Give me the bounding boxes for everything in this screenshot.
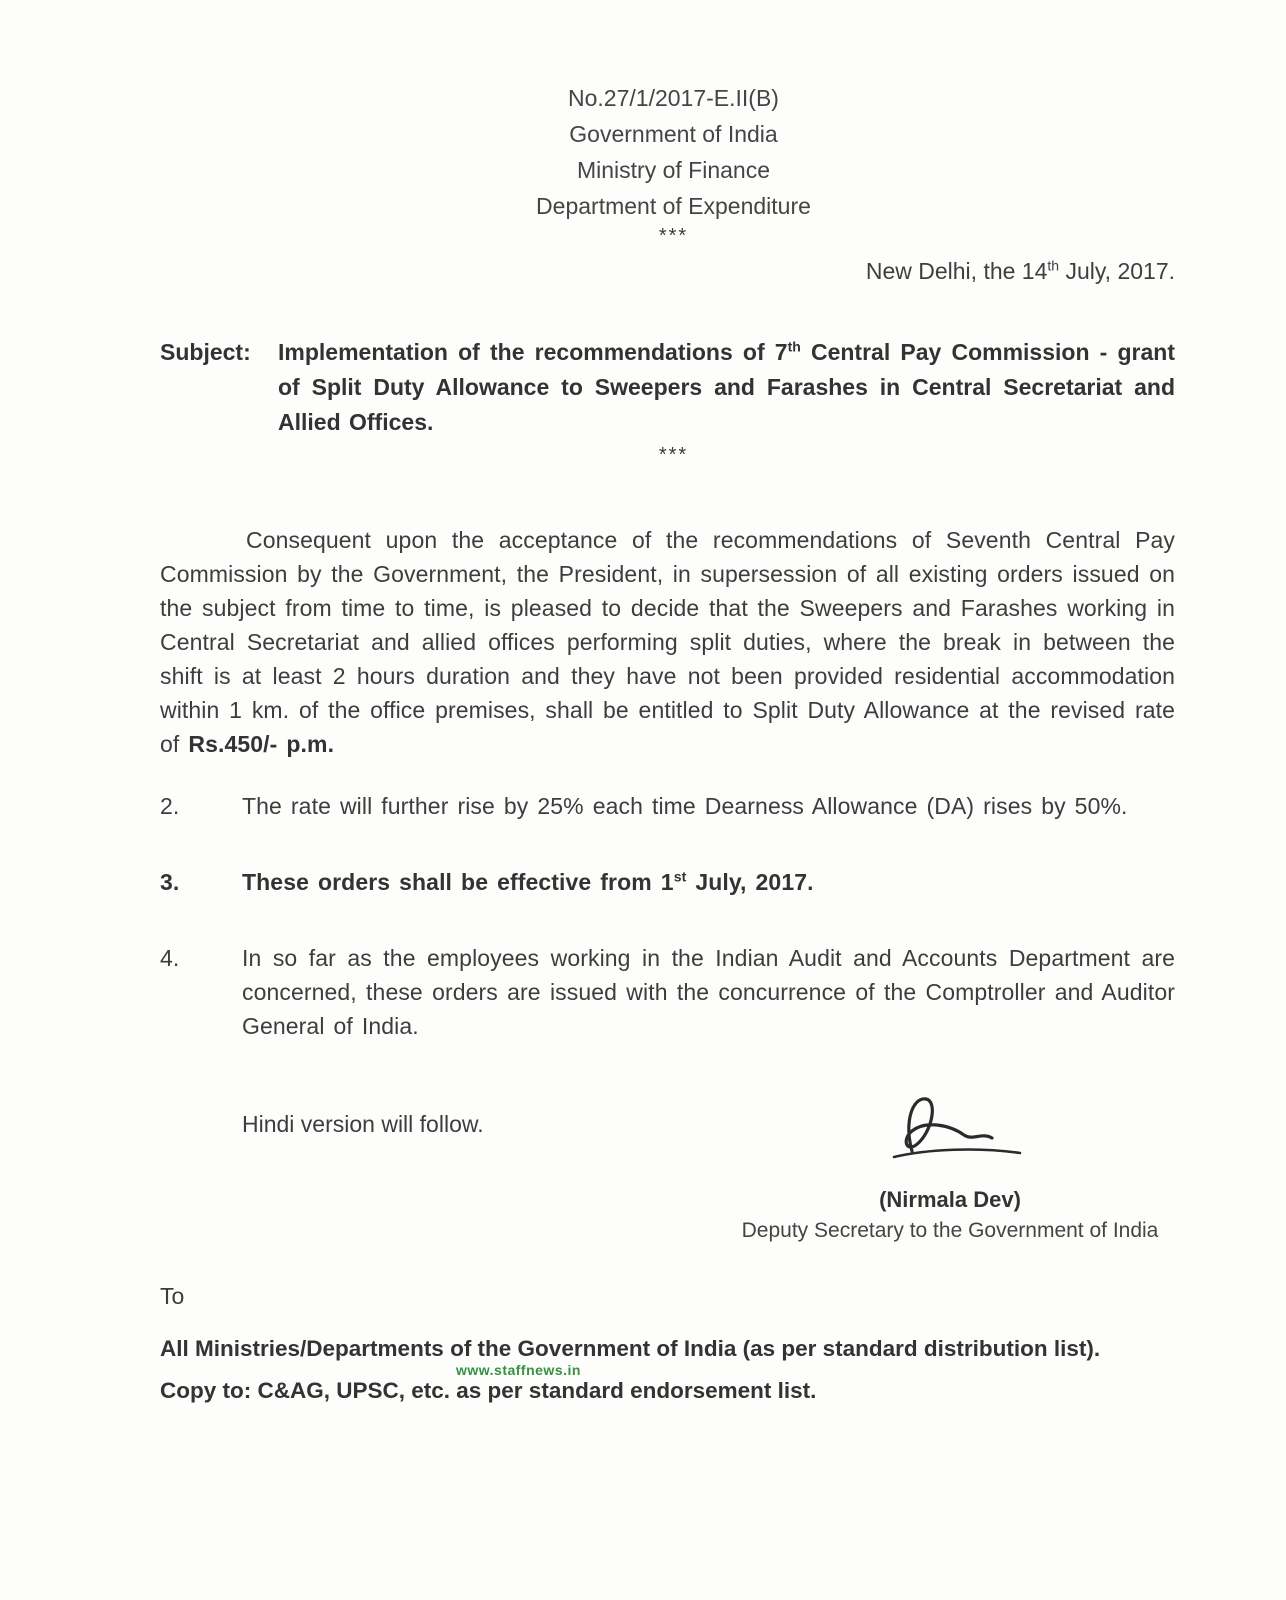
signature-block xyxy=(725,1087,1175,1243)
paragraph-1-rate-bold: Rs.450/- p.m. xyxy=(188,731,335,757)
date-text: New Delhi, the 14 xyxy=(865,258,1048,284)
separator-stars-top: *** xyxy=(658,225,689,247)
org-line-1: Government of India xyxy=(569,121,778,147)
paragraph-2 xyxy=(160,789,1175,823)
paragraph-1 xyxy=(160,523,1175,761)
subject-text-post: Central Pay Commission - grant of Split Duty Allowance to Sweepers and Farashes in Central Secretariat and Allied Offices. xyxy=(278,339,1175,435)
distribution-line: All Ministries/Departments of the Government of India (as per standard distribution list). xyxy=(160,1336,1101,1361)
subject-ordinal-superscript: th xyxy=(787,338,801,355)
paragraph-3-number: 3. xyxy=(160,869,180,895)
paragraph-2-number: 2. xyxy=(160,793,180,819)
separator-stars-subject: *** xyxy=(658,444,689,466)
paragraph-3-ordinal-superscript: st xyxy=(673,868,687,885)
handwritten-signature xyxy=(870,1087,1030,1175)
paragraph-3-text-post: July, 2017. xyxy=(686,869,814,895)
date-text-suffix: July, 2017. xyxy=(1059,258,1175,284)
subject-text-pre: Implementation of the recommendations of 7 xyxy=(278,339,788,365)
closing-line: Hindi version will follow. xyxy=(242,1111,484,1137)
paragraph-4 xyxy=(160,941,1175,1043)
subject-label: Subject: xyxy=(160,339,251,365)
watermark-text: www.staffnews.in xyxy=(456,1362,581,1378)
paragraph-3 xyxy=(160,865,1175,899)
paragraph-1-text: Consequent upon the acceptance of the recommendations of Seventh Central Pay Commission by the Government, the President, in supersession of all existing orders issued on the subject from time to time, is pleased to decide that the Sweepers and Farashes working in Central Secretariat and allied offices performing split duties, where the break in between the shift is at least 2 hours duration and they have not been provided residential accommodation within 1 km. of the office premises, shall be entitled to Split Duty Allowance at the revised rate of xyxy=(160,527,1175,757)
date-line xyxy=(160,258,1175,285)
to-label: To xyxy=(160,1283,185,1309)
paragraph-2-text: The rate will further rise by 25% each time Dearness Allowance (DA) rises by 50%. xyxy=(242,793,1128,819)
paragraph-3-text xyxy=(242,865,1175,899)
closing-row xyxy=(160,1087,1175,1243)
paragraph-4-text: In so far as the employees working in the Indian Audit and Accounts Department are concerned, these orders are issued with the concurrence of the Comptroller and Auditor General of India. xyxy=(242,945,1175,1039)
paragraph-4-number: 4. xyxy=(160,945,180,971)
letterhead xyxy=(166,80,1181,248)
subject-text xyxy=(278,335,1175,440)
copy-to-line: Copy to: C&AG, UPSC, etc. as per standard endorsement list. xyxy=(160,1378,817,1403)
subject-block xyxy=(160,335,1175,440)
paragraph-3-text-pre: These orders shall be effective from 1 xyxy=(242,869,674,895)
signatory-name: (Nirmala Dev) xyxy=(879,1187,1021,1212)
signatory-designation: Deputy Secretary to the Government of India xyxy=(741,1219,1159,1242)
date-ordinal-superscript: th xyxy=(1047,257,1060,274)
org-line-3: Department of Expenditure xyxy=(536,193,811,219)
file-number: No.27/1/2017-E.II(B) xyxy=(568,85,779,111)
org-line-2: Ministry of Finance xyxy=(576,157,770,183)
